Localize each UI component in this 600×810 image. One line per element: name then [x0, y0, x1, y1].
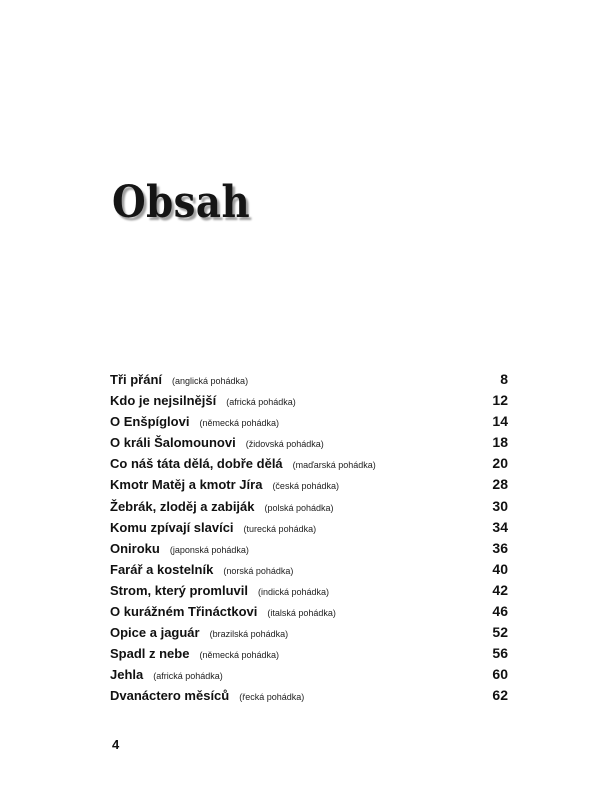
- toc-entry-page: 18: [492, 434, 508, 451]
- toc-entry-origin: (německá pohádka): [199, 418, 280, 429]
- toc-entry-page: 42: [492, 581, 508, 598]
- toc-entry-title: Dvanáctero měsíců: [110, 688, 230, 704]
- toc-entry-title: Oniroku: [110, 540, 160, 556]
- toc-entry-title: O kurážném Třináctkovi: [110, 604, 258, 620]
- toc-entry-page: 62: [492, 687, 508, 704]
- toc-entry[interactable]: [110, 411, 508, 432]
- toc-entry-title: Opice a jaguár: [110, 625, 200, 641]
- toc-entry-title: O Enšpíglovi: [110, 414, 190, 430]
- toc-entry[interactable]: [110, 390, 508, 411]
- toc-entry-origin: (africká pohádka): [153, 671, 223, 682]
- toc-entry-page: 60: [492, 666, 508, 683]
- toc-entry[interactable]: [110, 517, 508, 538]
- toc-entry[interactable]: [110, 622, 508, 643]
- toc-entry[interactable]: [110, 685, 508, 706]
- toc-entry-title: Strom, který promluvil: [110, 582, 248, 598]
- page-number: 4: [112, 737, 120, 752]
- toc-entry[interactable]: [110, 496, 508, 517]
- toc-entry-page: 30: [492, 497, 508, 514]
- toc-entry-page: 46: [492, 603, 508, 620]
- toc-entry-page: 20: [492, 455, 508, 472]
- toc-entry-title: Kdo je nejsilnější: [110, 393, 217, 409]
- toc-entry[interactable]: [110, 580, 508, 601]
- toc-entry-origin: (brazilská pohádka): [209, 629, 289, 640]
- toc-entry-page: 52: [492, 624, 508, 641]
- toc-entry-origin: (italská pohádka): [267, 608, 336, 619]
- toc-entry[interactable]: [110, 601, 508, 622]
- toc-entry-origin: (japonská pohádka): [169, 544, 249, 555]
- toc-entry-page: 40: [492, 560, 508, 577]
- toc-entry-origin: (turecká pohádka): [243, 523, 317, 534]
- toc-entry[interactable]: [110, 643, 508, 664]
- table-of-contents: [110, 369, 508, 707]
- toc-entry-title: Komu zpívají slavíci: [110, 519, 234, 535]
- toc-entry-page: 56: [492, 645, 508, 662]
- toc-entry-title: Spadl z nebe: [110, 646, 190, 662]
- toc-entry-origin: (německá pohádka): [199, 650, 280, 661]
- toc-entry-page: 36: [492, 539, 508, 556]
- toc-entry-origin: (polská pohádka): [264, 502, 334, 513]
- toc-entry-origin: (norská pohádka): [223, 565, 294, 576]
- toc-entry-origin: (anglická pohádka): [172, 376, 249, 386]
- toc-entry-title: O králi Šalomounovi: [110, 435, 236, 451]
- toc-entry-origin: (židovská pohádka): [245, 439, 324, 450]
- toc-entry[interactable]: [110, 474, 508, 495]
- toc-entry-page: 34: [492, 518, 508, 535]
- toc-entry-title: Žebrák, zloděj a zabiják: [110, 498, 255, 514]
- toc-entry-page: 8: [500, 371, 508, 387]
- toc-entry-title: Jehla: [110, 667, 144, 683]
- toc-entry[interactable]: [110, 538, 508, 559]
- toc-entry-origin: (česká pohádka): [272, 481, 339, 492]
- page-title: Obsah: [112, 177, 251, 229]
- toc-entry[interactable]: [110, 453, 508, 474]
- toc-entry-page: 14: [492, 413, 508, 430]
- toc-entry-title: Farář a kostelník: [110, 561, 214, 577]
- toc-entry-title: Co náš táta dělá, dobře dělá: [110, 456, 283, 472]
- toc-entry-origin: (řecká pohádka): [239, 692, 305, 703]
- toc-entry-origin: (indická pohádka): [257, 586, 330, 597]
- toc-entry-title: Tři přání: [110, 372, 163, 387]
- toc-entry-origin: (maďarská pohádka): [292, 460, 376, 471]
- toc-entry-origin: (africká pohádka): [226, 397, 296, 408]
- toc-entry[interactable]: [110, 369, 508, 390]
- toc-entry[interactable]: [110, 664, 508, 685]
- toc-entry-page: 12: [492, 392, 508, 409]
- toc-entry-page: 28: [492, 476, 508, 493]
- toc-entry[interactable]: [110, 432, 508, 453]
- toc-entry-title: Kmotr Matěj a kmotr Jíra: [110, 477, 263, 493]
- toc-entry[interactable]: [110, 559, 508, 580]
